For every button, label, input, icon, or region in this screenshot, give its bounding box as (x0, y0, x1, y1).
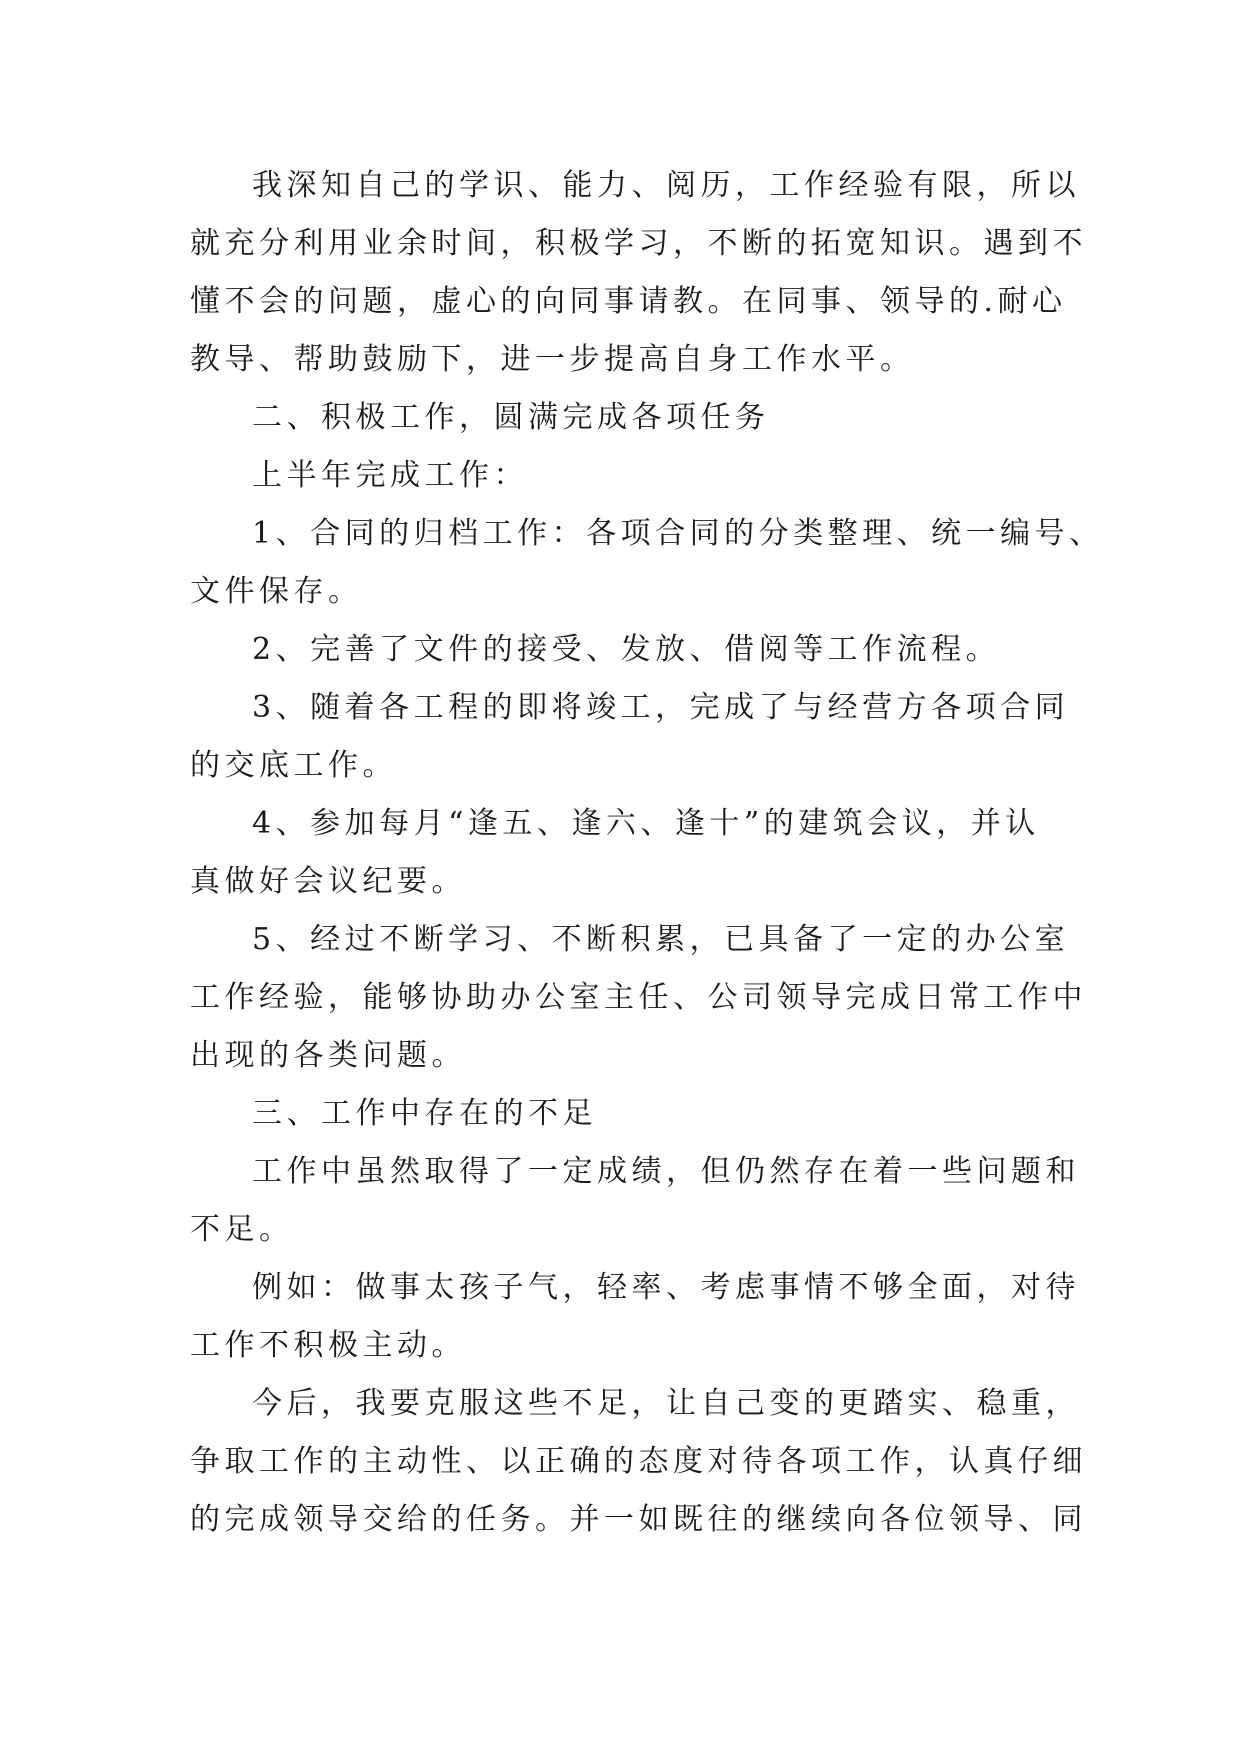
text-line: 例如：做事太孩子气，轻率、考虑事情不够全面，对待 (252, 1270, 1080, 1305)
text-line: 今后，我要克服这些不足，让自己变的更踏实、稳重， (252, 1386, 1080, 1421)
list-item: 5、经过不断学习、不断积累，已具备了一定的办公室 (252, 922, 1070, 957)
list-item: 1、合同的归档工作：各项合同的分类整理、统一编号、 (252, 516, 1104, 551)
text-line: 的完成领导交给的任务。并一如既往的继续向各位领导、同 (190, 1502, 1087, 1537)
text-line: 教导、帮助鼓励下，进一步提高自身工作水平。 (190, 342, 915, 377)
text-line: 工作不积极主动。 (190, 1328, 466, 1363)
text-line: 工作中虽然取得了一定成绩，但仍然存在着一些问题和 (252, 1154, 1080, 1189)
text-line: 文件保存。 (190, 574, 363, 609)
text-line: 争取工作的主动性、以正确的态度对待各项工作，认真仔细 (190, 1444, 1087, 1479)
text-line: 真做好会议纪要。 (190, 864, 466, 899)
text-line: 出现的各类问题。 (190, 1038, 466, 1073)
document-body (190, 157, 1104, 1549)
subheading: 上半年完成工作： (252, 458, 528, 493)
list-item: 2、完善了文件的接受、发放、借阅等工作流程。 (252, 632, 1001, 667)
section-heading: 二、积极工作，圆满完成各项任务 (252, 400, 770, 435)
text-line: 我深知自己的学识、能力、阅历，工作经验有限，所以 (252, 168, 1080, 203)
section-heading: 三、工作中存在的不足 (252, 1096, 597, 1131)
text-line: 就充分利用业余时间，积极学习，不断的拓宽知识。遇到不 (190, 226, 1087, 261)
text-line: 工作经验，能够协助办公室主任、公司领导完成日常工作中 (190, 980, 1087, 1015)
text-line: 的交底工作。 (190, 748, 397, 783)
text-line: 懂不会的问题，虚心的向同事请教。在同事、领导的.耐心 (190, 284, 1067, 319)
list-item: 3、随着各工程的即将竣工，完成了与经营方各项合同 (252, 690, 1070, 725)
list-item: 4、参加每月“逢五、逢六、逢十”的建筑会议，并认 (252, 806, 1040, 841)
text-line: 不足。 (190, 1212, 294, 1247)
